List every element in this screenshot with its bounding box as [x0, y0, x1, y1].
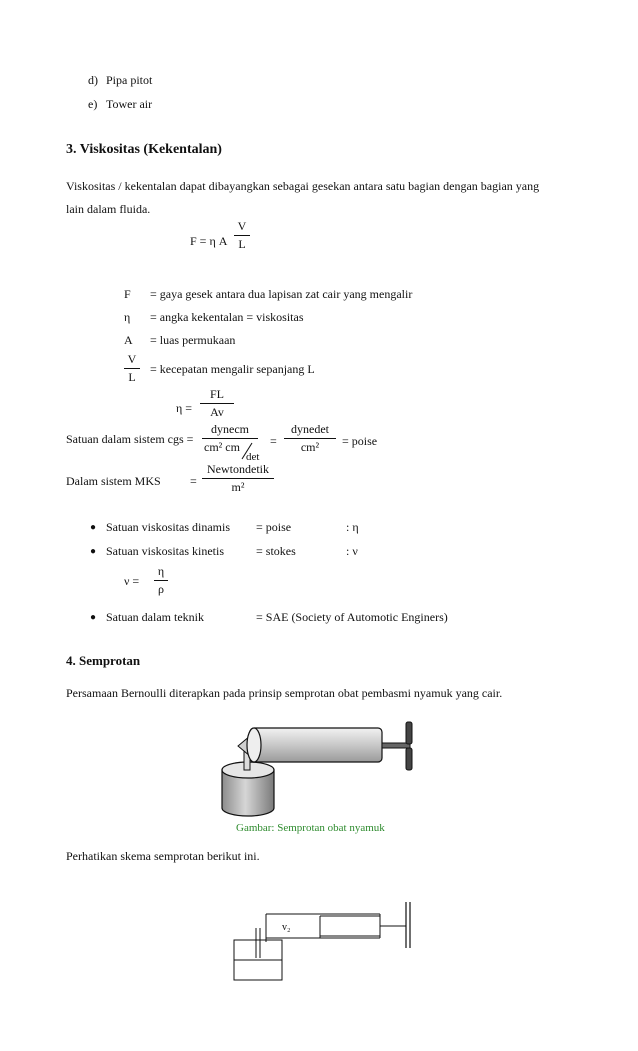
mks-equals: = [190, 474, 197, 488]
section3-heading: 3. Viskositas (Kekentalan) [66, 142, 222, 157]
formula-force-den: L [238, 237, 246, 251]
mks-fraction [202, 462, 274, 495]
cgs-label: Satuan dalam sistem cgs = [66, 432, 194, 446]
fraction-bar [234, 235, 250, 236]
fraction-bar [202, 478, 274, 479]
def-v-num: V [127, 352, 137, 366]
cgs-equals: = [270, 434, 277, 448]
def-desc-a: = luas permukaan [150, 333, 236, 347]
list-item-pipa-pitot: Pipa pitot [106, 73, 153, 87]
cgs-f1-den: cm² cm [204, 440, 240, 454]
def-desc-eta: = angka kekentalan = viskositas [150, 310, 304, 324]
formula-force-num: V [237, 219, 247, 233]
formula-nu-num: η [157, 564, 165, 578]
cgs-result: = poise [342, 434, 378, 448]
pump-barrel [250, 728, 382, 762]
handle-top [406, 722, 412, 744]
sprayer-schematic [230, 898, 420, 988]
cgs-f2-num: dynedet [291, 422, 329, 436]
cgs-f2-den: cm² [300, 440, 320, 454]
bullet-symbol-kinetic: : ν [346, 544, 358, 558]
bullet-icon: ● [90, 546, 97, 557]
formula-eta-den: Av [210, 405, 224, 419]
formula-eta-num: FL [209, 387, 224, 401]
formula-nu-lhs: ν = [124, 574, 140, 588]
mks-label: Dalam sistem MKS [66, 474, 161, 488]
mks-den: m² [231, 480, 245, 494]
bullet-value-kinetic: = stokes [256, 544, 296, 558]
def-symbol-f: F [124, 287, 131, 301]
section4-heading: 4. Semprotan [66, 653, 141, 668]
barrel-front-cap [247, 728, 261, 762]
bullet-label-technical: Satuan dalam teknik [106, 610, 204, 624]
list-item-tower-air: Tower air [106, 97, 153, 111]
bullet-value-technical: = SAE (Society of Automotic Enginers) [256, 610, 448, 624]
fraction-bar [202, 438, 258, 439]
list-marker-d: d) [88, 73, 98, 87]
bullet-symbol-dynamic: : η [346, 520, 359, 534]
section4-paragraph2: Perhatikan skema semprotan berikut ini. [66, 849, 260, 863]
schematic-label-v2: v₂ [282, 922, 291, 933]
formula-force-fraction [234, 219, 250, 252]
formula-eta-fraction [200, 387, 234, 420]
bullet-value-dynamic: = poise [256, 520, 292, 534]
handle-bottom [406, 748, 412, 770]
bullet-label-dynamic: Satuan viskositas dinamis [106, 520, 230, 534]
def-symbol-a: A [124, 333, 133, 347]
formula-nu-fraction [154, 564, 168, 597]
mks-num: Newtondetik [207, 462, 269, 476]
section4-paragraph: Persamaan Bernoulli diterapkan pada prinsip semprotan obat pembasmi nyamuk yang cair. [66, 686, 503, 700]
fraction-bar [154, 580, 168, 581]
def-desc-f: = gaya gesek antara dua lapisan zat cair yang mengalir [150, 287, 413, 301]
formula-force-lhs: F = η A [190, 234, 228, 248]
fraction-bar [200, 403, 234, 404]
section3-paragraph-line2: lain dalam fluida. [66, 202, 151, 216]
bullet-icon: ● [90, 522, 97, 533]
formula-nu-den: ρ [158, 582, 164, 596]
fraction-bar [124, 368, 140, 369]
sprayer-illustration [210, 718, 430, 818]
section3-paragraph-line1: Viskositas / kekentalan dapat dibayangkan sebagai gesekan antara satu bagian dengan bagian yang [66, 179, 540, 193]
bullet-icon: ● [90, 612, 97, 623]
def-desc-velocity: = kecepatan mengalir sepanjang L [150, 362, 315, 376]
def-symbol-v-over-l [124, 352, 140, 385]
plunger-rod [382, 743, 410, 748]
figure-caption: Gambar: Semprotan obat nyamuk [236, 822, 385, 834]
list-marker-e: e) [88, 97, 98, 111]
def-l-den: L [128, 370, 136, 384]
fraction-bar [284, 438, 336, 439]
formula-eta-lhs: η = [176, 401, 193, 415]
def-symbol-eta: η [124, 310, 131, 324]
cgs-f1-num: dynecm [211, 422, 249, 436]
bullet-label-kinetic: Satuan viskositas kinetis [106, 544, 224, 558]
cgs-fraction-2 [284, 422, 336, 455]
cgs-f1-sub: det [246, 451, 260, 463]
